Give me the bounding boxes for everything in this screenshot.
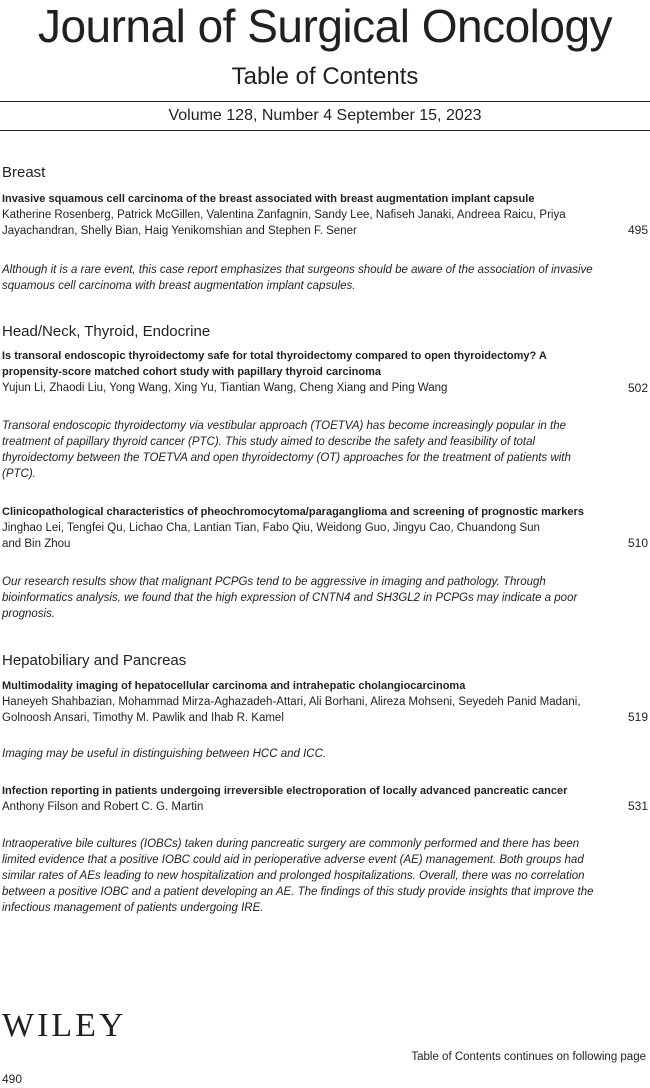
- article-title[interactable]: Infection reporting in patients undergoing irreversible electroporation of locally advanced pancreatic cancer: [2, 785, 568, 797]
- article-authors: Anthony Filson and Robert C. G. Martin: [2, 801, 204, 813]
- divider-bottom: [0, 130, 650, 131]
- article-entry[interactable]: [2, 678, 648, 726]
- section-title-head-neck: Head/Neck, Thyroid, Endocrine: [2, 323, 211, 340]
- article-title[interactable]: Is transoral endoscopic thyroidectomy safe for total thyroidectomy compared to open thyroidectomy? A propensity-score matched cohort study with papillary thyroid carcinoma: [2, 350, 547, 378]
- publisher-logo: WILEY: [2, 1007, 127, 1044]
- page-folio: 490: [2, 1072, 23, 1086]
- article-title[interactable]: Clinicopathological characteristics of pheochromocytoma/paraganglioma and screening of prognostic markers: [2, 506, 584, 518]
- journal-title: Journal of Surgical Oncology: [37, 0, 613, 52]
- article-entry[interactable]: [2, 783, 648, 815]
- article-abstract: Imaging may be useful in distinguishing between HCC and ICC.: [2, 748, 327, 760]
- article-abstract: Our research results show that malignant PCPGs tend to be aggressive in imaging and pathology. Through bioinformatics analysis, we found that the high expression of CNTN4 and SH3GL2 in PCPGs may indicate a poor prognosis.: [2, 576, 578, 620]
- article-page-number[interactable]: 495: [627, 223, 648, 237]
- article-page-number[interactable]: 502: [627, 381, 648, 395]
- article-page-number[interactable]: 510: [627, 536, 648, 550]
- article-authors: Haneyeh Shahbazian, Mohammad Mirza-Aghazadeh-Attari, Ali Borhani, Alireza Mohseni, Seyedeh Panid Madani, Golnoosh Ansari, Timothy M. Pawlik and Ihab R. Kamel: [2, 696, 581, 724]
- article-authors: Yujun Li, Zhaodi Liu, Yong Wang, Xing Yu, Tiantian Wang, Cheng Xiang and Ping Wang: [2, 382, 448, 394]
- continues-note: Table of Contents continues on following page: [411, 1051, 646, 1063]
- article-title[interactable]: Multimodality imaging of hepatocellular carcinoma and intrahepatic cholangiocarcinoma: [2, 680, 466, 692]
- article-entry[interactable]: [2, 348, 648, 396]
- article-page-number[interactable]: 519: [627, 710, 648, 724]
- article-authors: Jinghao Lei, Tengfei Qu, Lichao Cha, Lantian Tian, Fabo Qiu, Weidong Guo, Jingyu Cao, Chuandong Sun and Bin Zhou: [2, 522, 540, 550]
- toc-heading: Table of Contents: [231, 63, 419, 90]
- section-title-hepatobiliary: Hepatobiliary and Pancreas: [2, 652, 187, 669]
- article-page-number[interactable]: 531: [627, 799, 648, 813]
- divider-top: [0, 101, 650, 102]
- article-abstract: Intraoperative bile cultures (IOBCs) taken during pancreatic surgery are commonly performed and there has been limited evidence that a positive IOBC could aid in perioperative adverse event (AE) management. Both groups had similar rates of AEs leading to new hospitalization and prolonged hospitalizations. Overall, there was no correlation between a positive IOBC and a patient developing an AE. The findings of this study provide insights that improve the infectious management of patients undergoing IRE.: [2, 838, 594, 914]
- article-abstract: Transoral endoscopic thyroidectomy via vestibular approach (TOETVA) has become increasingly popular in the treatment of papillary thyroid cancer (PTC). This study aimed to describe the safety and feasibility of total thyroidectomy between the TOETVA and open thyroidectomy (OT) approaches for the treatment of patients with (PTC).: [2, 420, 571, 480]
- article-entry[interactable]: [2, 191, 648, 239]
- article-title[interactable]: Invasive squamous cell carcinoma of the breast associated with breast augmentation implant capsule: [2, 193, 535, 205]
- section-title-breast: Breast: [2, 164, 46, 181]
- article-entry[interactable]: [2, 504, 648, 552]
- issue-info: Volume 128, Number 4 September 15, 2023: [168, 107, 482, 124]
- article-authors: Katherine Rosenberg, Patrick McGillen, Valentina Zanfagnin, Sandy Lee, Nafiseh Janaki, Andreea Raicu, Priya Jayachandran, Shelly Bian, Haig Yenikomshian and Stephen F. Sener: [2, 209, 566, 237]
- article-abstract: Although it is a rare event, this case report emphasizes that surgeons should be aware of the association of invasive squamous cell carcinoma with breast augmentation implant capsules.: [2, 264, 593, 292]
